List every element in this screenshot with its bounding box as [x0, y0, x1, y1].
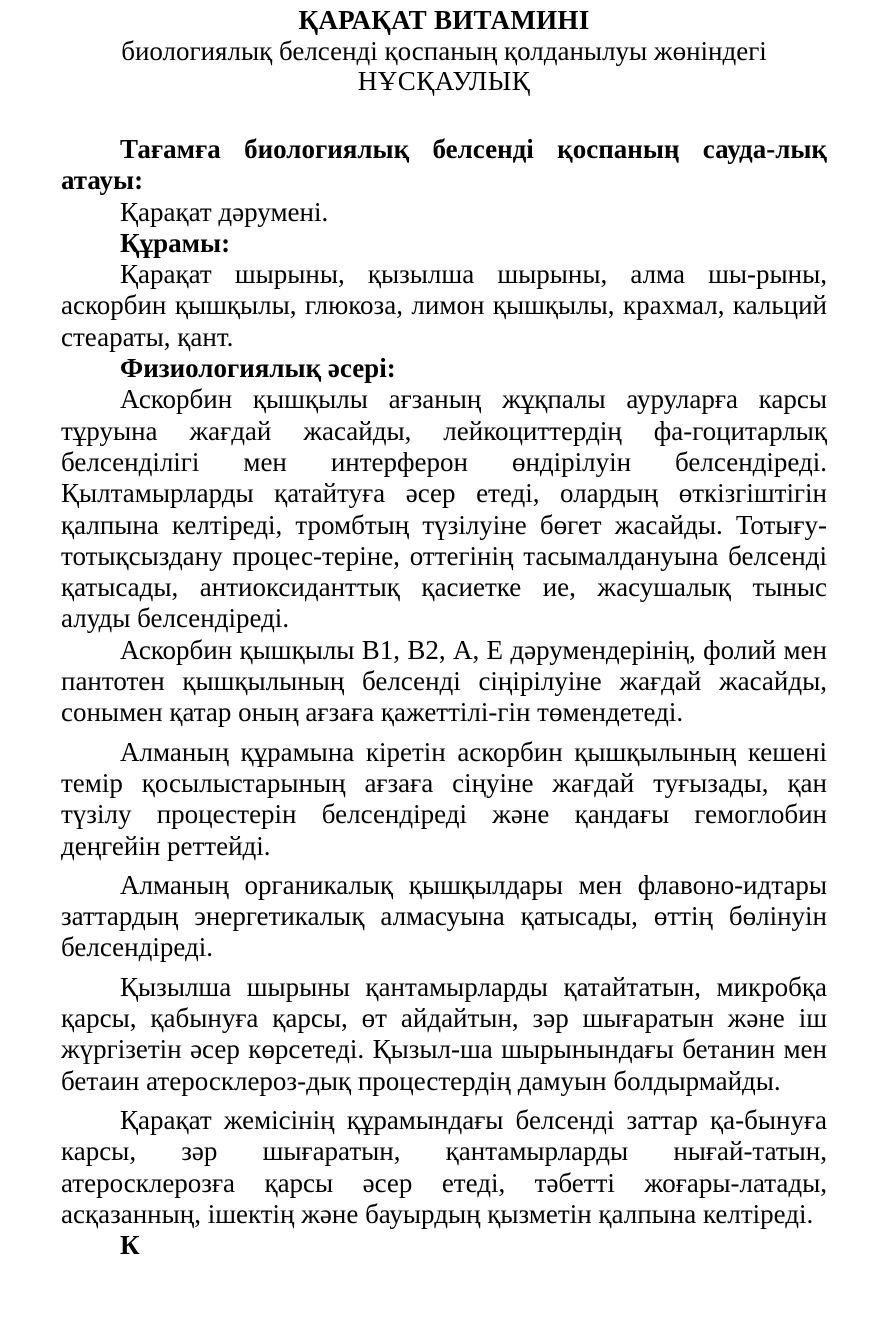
effect-paragraph-2: Аскорбин қышқылы В1, В2, А, Е дәрумендерінің, фолий мен пантотен қышқылының белсенді сіңірілуіне жағдай жасайды, сонымен қатар оның ағзаға қажеттілі-гін төмендетеді.	[61, 634, 827, 728]
trade-name-text: Қарақат дәрумені.	[120, 196, 329, 227]
document-title: ҚАРАҚАТ ВИТАМИНІ	[298, 5, 590, 35]
effect-paragraph-3: Алманың құрамына кіретін аскорбин қышқылының кешені темір қосылыстарының ағзаға сіңуіне жағдай туғызады, қан түзілу процестерін белсендіреді және қандағы гемоглобин деңгейін реттейді.	[61, 736, 827, 861]
composition-heading: Құрамы:	[120, 227, 231, 258]
physiological-effect-heading: Физиологиялық әсері:	[120, 353, 396, 384]
document-subtitle-instruction: НҰСҚАУЛЫҚ	[357, 66, 531, 96]
next-heading-fragment: К	[120, 1230, 140, 1261]
document-page	[61, 4, 827, 1261]
document-subtitle: биологиялық белсенді қоспаның қолданылуы жөніндегі	[121, 36, 767, 66]
trade-name-heading: Тағамға биологиялық белсенді қоспаның сауда-лық атауы:	[61, 134, 827, 196]
composition-text: Қарақат шырыны, қызылша шырыны, алма шы-рыны, аскорбин қышқылы, глюкоза, лимон қышқылы, крахмал, кальций стеараты, қант.	[61, 259, 827, 352]
effect-paragraph-5: Қызылша шырыны қантамырларды қатайтатын, микробқа қарсы, қабынуға қарсы, өт айдайтын, зәр шығаратын және іш жүргізетін әсер көрсетеді. Қызыл-ша шырынындағы бетанин мен бетаин атеросклероз-дық процестердің дамуын болдырмайды.	[61, 971, 827, 1096]
effect-paragraph-1: Аскорбин қышқылы ағзаның жұқпалы ауруларға карсы тұруына жағдай жасайды, лейкоциттердің фа-гоцитарлық белсенділігі мен интерферон өндірілуін белсендіреді. Қылтамырларды қатайтуға әсер етеді, олардың өткізгіштігін қалпына келтіреді, тромбтың түзілуіне бөгет жасайды. Тотығу-тотықсыздану процес-теріне, оттегінің тасымалдануына белсенді қатысады, антиоксиданттық қасиетке ие, жасушалық тыныс алуды белсендіреді.	[61, 384, 827, 634]
effect-paragraph-6: Қарақат жемісінің құрамындағы белсенді заттар қа-бынуға карсы, зәр шығаратын, қантамырларды нығай-татын, атеросклерозға қарсы әсер етеді, тәбетті жоғары-латады, асқазанның, ішектің және бауырдың қызметін қалпына келтіреді.	[61, 1104, 827, 1229]
effect-paragraph-4: Алманың органикалық қышқылдары мен флавоно-идтары заттардың энергетикалық алмасуына қатысады, өттің бөлінуін белсендіреді.	[61, 869, 827, 963]
document-header	[61, 4, 827, 96]
